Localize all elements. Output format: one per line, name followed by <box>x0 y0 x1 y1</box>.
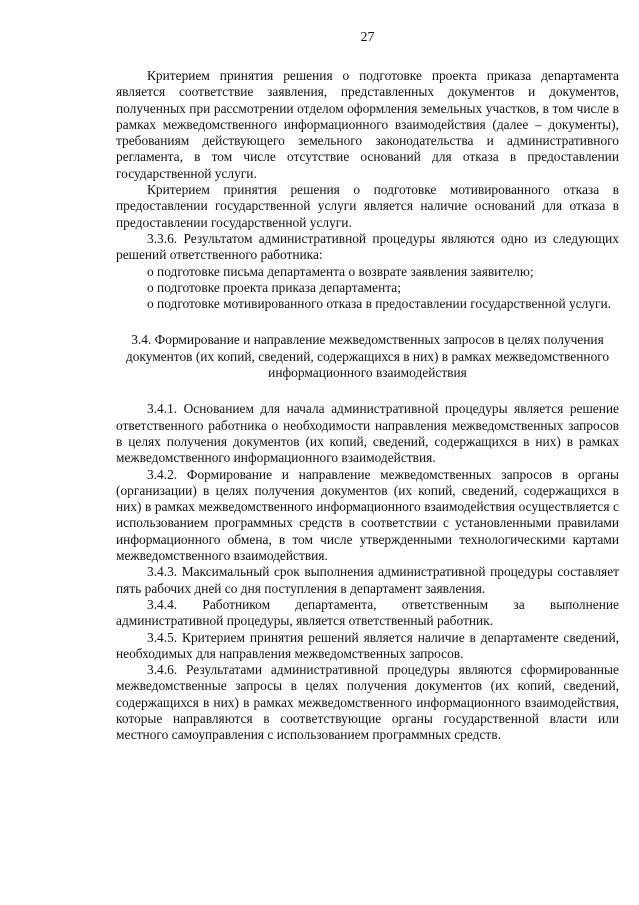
page-number: 27 <box>360 30 375 45</box>
paragraph-3-4-3: 3.4.3. Максимальный срок выполнения административной процедуры составляет пять рабочих дней со дня поступления в департамент заявления. <box>116 564 619 596</box>
list-item-motivated-refusal: о подготовке мотивированного отказа в предоставлении государственной услуги. <box>147 296 612 312</box>
list-item-return-letter: о подготовке письма департамента о возврате заявления заявителю; <box>147 263 534 279</box>
paragraph-3-4-6: 3.4.6. Результатами административной процедуры являются сформированные межведомственные запросы в целях получения документов (их копий, сведений, содержащихся в них) в рамках межведомственного информационного взаимодействия, которые направляются в соответствующие органы государственной власти или местного самоуправления с использованием программных средств. <box>116 662 619 743</box>
section-heading-3-4: 3.4. Формирование и направление межведомственных запросов в целях получения документов (их копий, сведений, содержащихся в них) в рамках межведомственного информационного взаимодействия <box>125 332 610 381</box>
paragraph-decision-criterion-order: Критерием принятия решения о подготовке проекта приказа департамента является соответствие заявления, представленных документов и документов, полученных при рассмотрении отделом оформления земельных участков, в том числе в рамках межведомственного информационного взаимодействия (далее – документы), требованиям действующего земельного законодательства и административного регламента, в том числе отсутствие оснований для отказа в предоставлении государственной услуги. <box>116 68 619 181</box>
paragraph-3-4-1: 3.4.1. Основанием для начала административной процедуры является решение ответственного работника о необходимости направления межведомственных запросов в целях получения документов (их копий, сведений, содержащихся в них) в рамках межведомственного информационного взаимодействия. <box>116 401 619 466</box>
paragraph-decision-criterion-refusal: Критерием принятия решения о подготовке мотивированного отказа в предоставлении государственной услуги является наличие оснований для отказа в предоставлении государственной услуги. <box>116 182 619 230</box>
paragraph-3-3-6-result: 3.3.6. Результатом административной процедуры являются одно из следующих решений ответственного работника: <box>116 230 619 263</box>
paragraph-3-4-2: 3.4.2. Формирование и направление межведомственных запросов в органы (организации) в целях получения документов (их копий, сведений, содержащихся в них) в рамках межведомственного информационного взаимодействия осуществляется с использованием программных средств в соответствии с установленными правилами информационного обмена, в том числе утвержденными технологическими картами межведомственного взаимодействия. <box>116 466 619 564</box>
list-item-draft-order: о подготовке проекта приказа департамента; <box>147 279 401 295</box>
paragraph-3-4-4: 3.4.4. Работником департамента, ответственным за выполнение административной процедуры, является ответственный работник. <box>116 596 619 629</box>
paragraph-3-4-5: 3.4.5. Критерием принятия решений является наличие в департаменте сведений, необходимых для направления межведомственных запросов. <box>116 629 619 661</box>
